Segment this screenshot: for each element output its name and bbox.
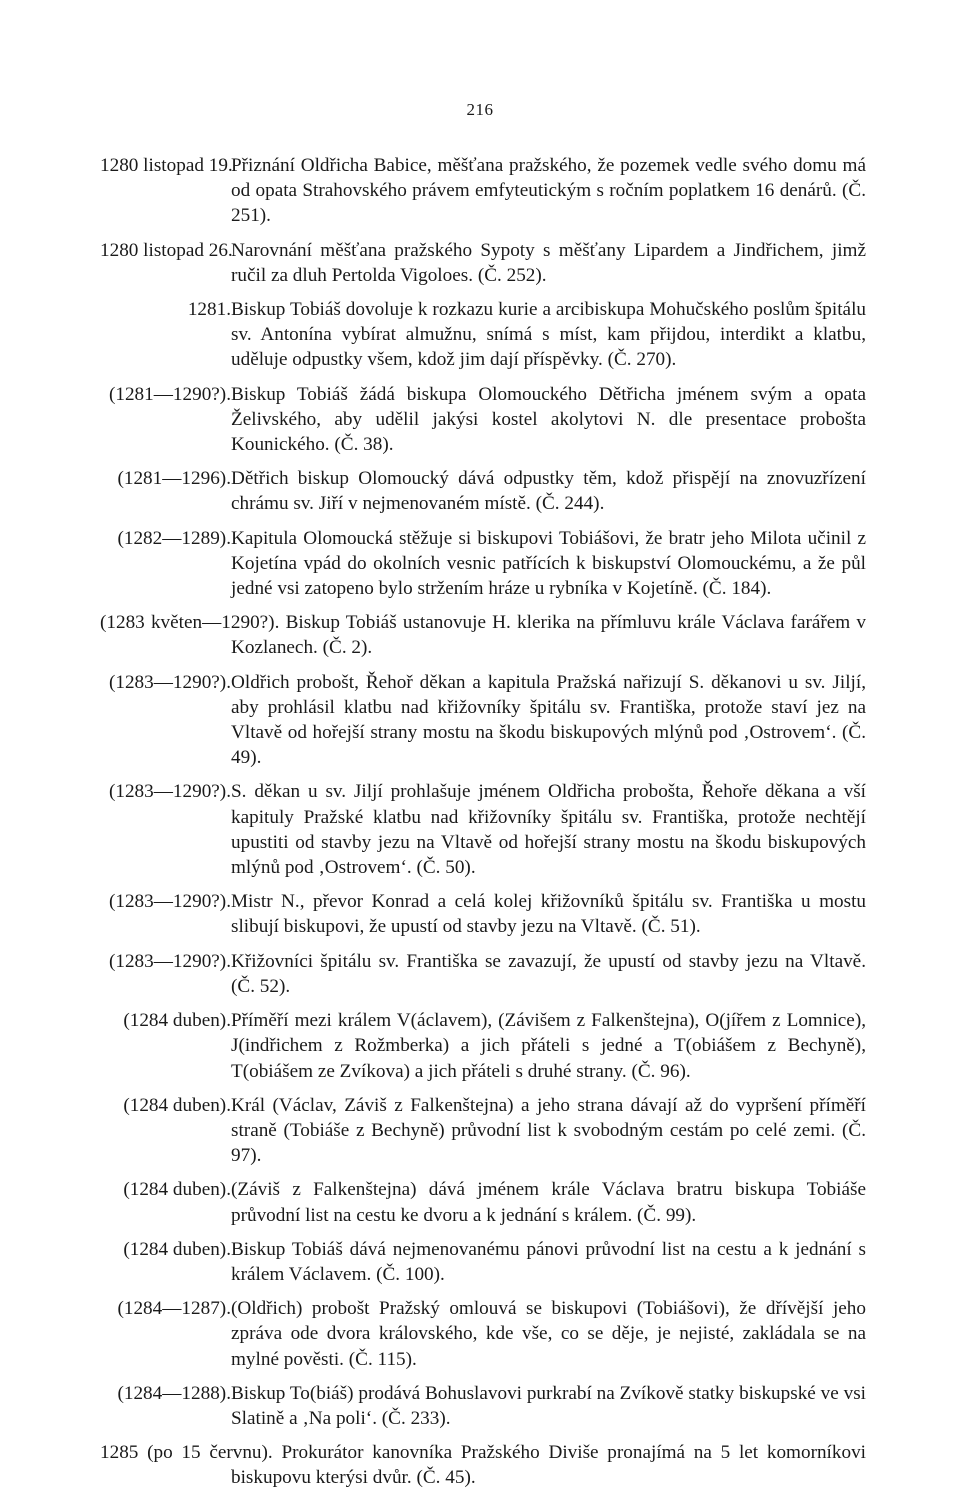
entry-date: 1281. [187,299,231,321]
entry-text: Král (Václav, Záviš z Falkenštejna) a jeho strana dávají až do vypršení příměří straně (Tobiáše z Bechyně) průvodní list k svobodným cestám po celé zemi. (Č. 97). [231,1094,866,1167]
entry-date: (1284 duben). [123,1238,231,1260]
entry-text: Křižovníci špitálu sv. Františka se zavazují, že upustí od stavby jezu na Vltavě. (Č. 52). [231,950,866,997]
list-item [100,238,866,288]
entry-text: Dětřich biskup Olomoucký dává odpustky těm, kdož přispějí na znovuzřízení chrámu sv. Jiří v nejmenovaném místě. (Č. 244). [231,468,866,515]
entry-date: (1283 květen—1290?). [100,612,286,634]
list-item [100,610,866,660]
entry-text: Biskup To(biáš) prodává Bohuslavovi purkrabí na Zvíkově statky biskupské ve vsi Slatině a ‚Na poli‘. (Č. 233). [231,1382,866,1429]
entry-date: (1281—1290?). [108,383,231,405]
list-item [100,779,866,880]
list-item [100,382,866,458]
entry-text: Přiznání Oldřicha Babice, měšťana pražského, že pozemek vedle svého domu má od opata Strahovského právem emfyteutickým s ročním poplatkem 16 denárů. (Č. 251). [231,155,866,227]
entry-text: Prokurátor kanovníka Pražského Diviše pronajímá na 5 let komorníkovi biskupovu kterýsi dvůr. (Č. 45). [231,1442,866,1489]
entry-text: (Oldřich) probošt Pražský omlouvá se biskupovi (Tobiášovi), že dřívější jeho zpráva ode dvora královského, kde vše, co se děje, je nejisté, zakládala se na mylné pověsti. (Č. 115). [231,1298,866,1370]
regesta-list [100,153,866,1500]
list-item [100,1381,866,1431]
entry-date: (1284—1287). [117,1298,231,1320]
entry-text: Příměří mezi králem V(áclavem), (Závišem z Falkenštejna), O(jířem z Lomnice), J(indřichem z Rožmberka) a jich přáteli s jedné a T(obiášem z Bechyně), T(obiášem ze Zvíkova) a jich přáteli s druhé strany. (Č. 96). [231,1010,866,1082]
entry-date: (1283—1290?). [108,950,231,972]
list-item [100,949,866,999]
entry-date: (1284 duben). [123,1179,231,1201]
entry-date: 1280 listopad 26. [100,239,233,261]
entry-date: (1284 duben). [123,1094,231,1116]
entry-date: 1285 (po 15 červnu). [100,1442,282,1464]
list-item [100,297,866,373]
entry-date: (1283—1290?). [108,781,231,803]
list-item [100,670,866,771]
entry-text: Mistr N., převor Konrad a celá kolej křižovníků špitálu sv. Františka u mostu slibují biskupovi, že upustí od stavby jezu na Vltavě. (Č. 51). [231,891,866,938]
entry-text: (Záviš z Falkenštejna) dává jménem krále Václava bratru biskupa Tobiáše průvodní list na cestu ke dvoru a k jednání s králem. (Č. 99). [231,1179,866,1226]
list-item [100,1296,866,1372]
entry-text: Biskup Tobiáš dovoluje k rozkazu kurie a arcibiskupa Mohučského poslům špitálu sv. Antonína vybírat almužnu, snímá s míst, kam přijdou, interdikt a klatbu, uděluje odpustky všem, kdož jim dají příspěvky. (Č. 270). [231,299,866,371]
list-item [100,1093,866,1169]
list-item [100,1008,866,1084]
list-item [100,1177,866,1227]
entry-text: Oldřich probošt, Řehoř děkan a kapitula Pražská nařizují S. děkanovi u sv. Jiljí, aby prohlásil klatbu nad křižovníky špitálu sv. Františka, protože staví jez na Vltavě od hořejší strany mostu na škodu biskupových mlýnů pod ‚Ostrovem‘. (Č. 49). [231,671,866,769]
list-item [100,889,866,939]
entry-text: Biskup Tobiáš ustanovuje H. klerika na přímluvu krále Václava farářem v Kozlanech. (Č. 2). [231,612,866,659]
list-item [100,1237,866,1287]
list-item [100,1440,866,1490]
entry-date: (1284 duben). [123,1010,231,1032]
page-number: 216 [466,100,494,119]
list-item [100,466,866,516]
entry-text: Biskup Tobiáš dává nejmenovanému pánovi průvodní list na cestu a k jednání s králem Václavem. (Č. 100). [231,1238,866,1285]
entry-date: (1281—1296). [117,468,231,490]
entry-text: S. děkan u sv. Jiljí prohlašuje jménem Oldřicha probošta, Řehoře děkana a vší kapituly Pražské klatbu nad křižovníky špitálu sv. Františka, protože nechtějí upustiti od stavby jezu na Vltavě od hořejší strany mostu na škodu biskupových mlýnů pod ‚Ostrovem‘. (Č. 50). [231,781,866,879]
entry-text: Biskup Tobiáš žádá biskupa Olomouckého Dětřicha jménem svým a opata Želivského, aby udělil jakýsi kostel akolytovi N. dle presentace probošta Kounického. (Č. 38). [231,383,866,456]
entry-text: Narovnání měšťana pražského Sypoty s měšťany Lipardem a Jindřichem, jimž ručil za dluh Pertolda Vigoloes. (Č. 252). [231,239,866,286]
entry-date: (1283—1290?). [108,671,231,693]
list-item [100,526,866,602]
entry-date: (1282—1289). [117,527,231,549]
list-item [100,153,866,229]
entry-date: 1280 listopad 19. [100,155,233,176]
entry-text: Kapitula Olomoucká stěžuje si biskupovi Tobiášovi, že bratr jeho Milota učinil z Kojetína vpád do okolních vesnic patřících k biskupství Olomouckému, a že půl jedné vsi zatopeno bylo stržením hráze u rybníka v Kojetíně. (Č. 184). [231,527,866,600]
entry-date: (1283—1290?). [108,891,231,913]
entry-date: (1284—1288). [117,1382,231,1404]
